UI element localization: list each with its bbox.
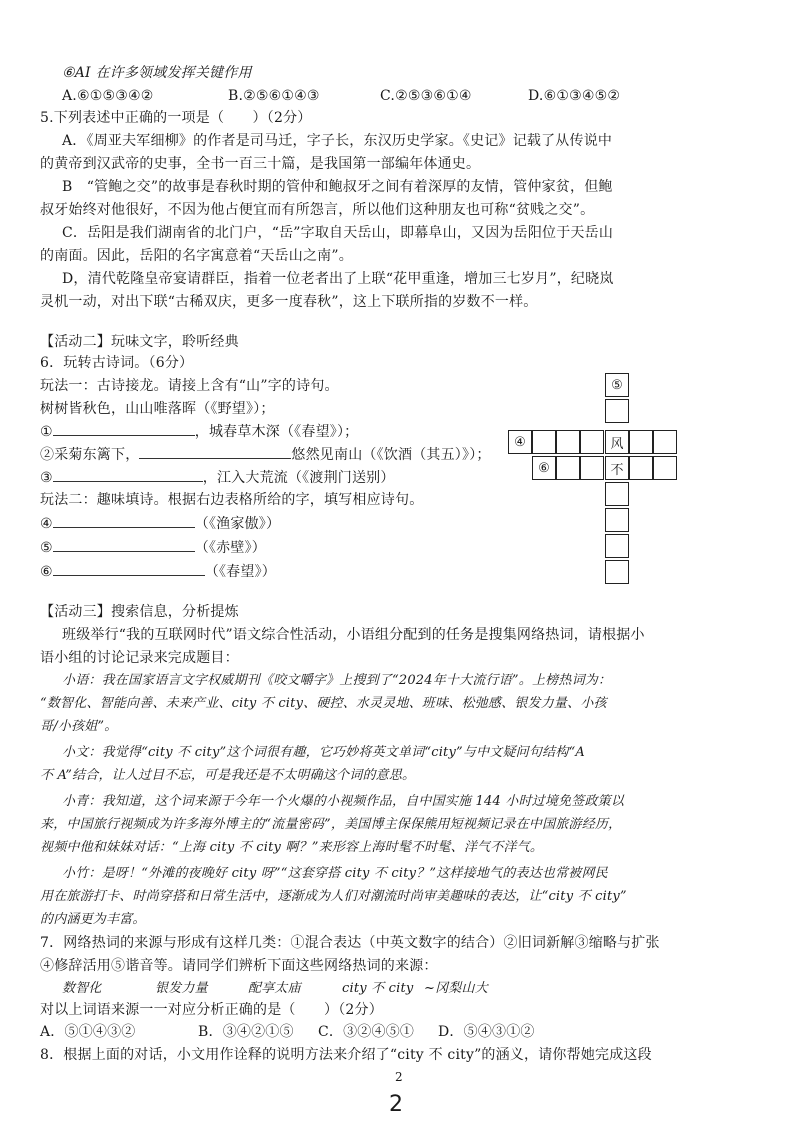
q7-stem-1: 7．网络热词的来源与形成有这样几类：①混合表达（中英文数字的结合）②旧词新解③缩略与扩张 <box>40 935 660 951</box>
item-6-ai: ⑥AI 在许多领域发挥关键作用 <box>62 65 252 81</box>
q7-option-b: B．③④②①⑤ <box>198 1024 294 1040</box>
fill-line-6: ⑥ （《春望》） <box>40 561 276 582</box>
q5-a-line2: 的黄帝到汉武帝的史事，全书一百三十篇，是我国第一部编年体通史。 <box>40 156 481 172</box>
play1-line2: ②采菊东篱下， 悠然见南山（《饮酒（其五）》）； <box>40 444 491 465</box>
grid-cell-bu: 不 <box>605 456 629 480</box>
xiaoyu-line3: 哥/小孩姐”。 <box>40 719 118 734</box>
grid-cell[interactable] <box>556 456 580 480</box>
play1-example: 树树皆秋色，山山唯落晖（《野望》）； <box>40 401 275 417</box>
q7-option-c: C．③②④⑤① <box>318 1024 415 1040</box>
grid-cell[interactable] <box>605 482 629 506</box>
option-d: D.⑥①③④⑤② <box>528 88 621 104</box>
q7-word-3: 配享太庙 <box>248 981 301 996</box>
page-number-small: 2 <box>395 1070 403 1084</box>
grid-cell-4-label: ④ <box>508 430 532 454</box>
answer-blank-5[interactable] <box>53 537 195 552</box>
answer-blank-1[interactable] <box>53 421 195 436</box>
xiaoyu-line2: “数智化、智能向善、未来产业、city 不 city、硬控、水灵灵地、班味、松弛感、银发力量、小孩 <box>40 696 607 711</box>
activity3-title: 【活动三】搜索信息，分析提炼 <box>40 604 239 620</box>
q8-stem: 8．根据上面的对话，小文用作诠释的说明方法来介绍了“city 不 city”的涵义，请你帮她完成这段 <box>40 1047 652 1063</box>
play2-rule: 玩法二：趣味填诗。根据右边表格所给的字，填写相应诗句。 <box>40 492 424 508</box>
fill-line-5: ⑤ （《赤壁》） <box>40 537 266 558</box>
xiaoqing-line1: 小青：我知道，这个词来源于今年一个火爆的小视频作品，自中国实施 144 小时过境免签政策以 <box>62 794 625 809</box>
fill-line-4: ④ （《渔家傲》） <box>40 513 280 534</box>
grid-cell[interactable] <box>580 456 604 480</box>
q5-c-line2: 的南面。因此，岳阳的名字寓意着“天岳山之南”。 <box>40 248 353 264</box>
q7-stem-2: ④修辞活用⑤谐音等。请同学们辨析下面这些网络热词的来源： <box>40 958 438 974</box>
play1-line1: ① ，城春草木深（《春望》）； <box>40 421 358 442</box>
xiaoqing-line2: 来，中国旅行视频成为许多海外博主的“流量密码”，美国博主保保熊用短视频记录在中国旅游经历， <box>40 817 622 832</box>
page-number-large: 2 <box>389 1092 403 1117</box>
grid-cell[interactable] <box>653 430 677 454</box>
q7-word-1: 数智化 <box>62 981 102 996</box>
option-b: B.②⑤⑥①④③ <box>228 88 320 104</box>
grid-cell[interactable] <box>653 456 677 480</box>
answer-blank-4[interactable] <box>53 513 195 528</box>
grid-cell-5-label: ⑤ <box>605 373 629 397</box>
answer-blank-2[interactable] <box>139 444 291 459</box>
q7-option-d: D．⑤④③①② <box>438 1024 535 1040</box>
line3-number: ③ <box>40 470 53 486</box>
grid-cell[interactable] <box>532 430 556 454</box>
q7-word-4: city 不 city <box>342 981 414 996</box>
q7-option-a: A．⑤①④③② <box>40 1024 136 1040</box>
q5-stem: 5.下列表述中正确的一项是（ ）（2分） <box>40 110 312 126</box>
activity3-intro-2: 语小组的讨论记录来完成题目： <box>40 650 239 666</box>
grid-cell-feng: 风 <box>605 430 629 454</box>
xiaozhu-line3: 的内涵更为丰富。 <box>40 912 146 927</box>
grid-cell[interactable] <box>605 399 629 423</box>
q7-ask: 对以上词语来源一一对应分析正确的是（ ）（2分） <box>40 1002 383 1018</box>
play1-rule: 玩法一：古诗接龙。请接上含有“山”字的诗句。 <box>40 378 339 394</box>
option-c: C.②⑤③⑥①④ <box>380 88 472 104</box>
q6-stem: 6．玩转古诗词。（6分） <box>40 355 194 371</box>
q5-d-line1: D，清代乾隆皇帝宴请群臣，指着一位老者出了上联“花甲重逢，增加三七岁月”，纪晓岚 <box>62 271 614 287</box>
grid-cell-6-label: ⑥ <box>532 456 556 480</box>
grid-cell[interactable] <box>629 456 653 480</box>
q5-c-line1: C．岳阳是我们湖南省的北门户，“岳”字取自天岳山，即幕阜山，又因为岳阳位于天岳山 <box>62 225 614 241</box>
grid-cell[interactable] <box>556 430 580 454</box>
q5-b-line2: 叔牙始终对他很好，不因为他占便宜而有所怨言，所以他们这种朋友也可称“贫贱之交”。 <box>40 202 595 218</box>
answer-blank-3[interactable] <box>53 467 203 482</box>
xiaozhu-line1: 小竹：是呀！“外滩的夜晚好 city 呀”“这套穿搭 city 不 city？”这样接地气的表达也常被网民 <box>62 866 608 881</box>
xiaowen-line2: 不 A”结合，让人过目不忘，可是我还是不太明确这个词的意思。 <box>40 768 416 783</box>
q5-b-line1: B “管鲍之交”的故事是春秋时期的管仲和鲍叔牙之间有着深厚的友情，管仲家贫，但鲍 <box>62 179 613 195</box>
grid-cell[interactable] <box>605 560 629 584</box>
activity2-title: 【活动二】玩味文字，聆听经典 <box>40 334 239 350</box>
q5-a-line1: A．《周亚夫军细柳》的作者是司马迁，字子长，东汉历史学家。《史记》记载了从传说中 <box>62 133 613 149</box>
grid-cell[interactable] <box>629 430 653 454</box>
q5-d-line2: 灵机一动，对出下联“古稀双庆，更多一度春秋”，这上下联所指的岁数不一样。 <box>40 294 538 310</box>
xiaoyu-line1: 小语：我在国家语言文字权威期刊《咬文嚼字》上搜到了“2024年十大流行语”。上榜热词为： <box>62 673 612 688</box>
answer-blank-6[interactable] <box>53 561 205 576</box>
xiaozhu-line2: 用在旅游打卡、时尚穿搭和日常生活中，逐渐成为人们对潮流时尚审美趣味的表达，让“city 不 city” <box>40 889 627 904</box>
line1-number: ① <box>40 424 53 440</box>
q7-word-2: 银发力量 <box>155 981 208 996</box>
play1-line3: ③ ，江入大荒流（《渡荆门送别） <box>40 467 395 488</box>
grid-cell[interactable] <box>580 430 604 454</box>
option-a: A.⑥①⑤③④② <box>62 88 154 104</box>
activity3-intro-1: 班级举行“我的互联网时代”语文综合性活动，小语组分配到的任务是搜集网络热词，请根据小 <box>62 627 645 643</box>
q7-word-5: ~冈梨山大 <box>424 981 488 996</box>
grid-cell[interactable] <box>605 508 629 532</box>
grid-cell[interactable] <box>605 534 629 558</box>
xiaoqing-line3: 视频中他和妹妹对话：“上海 city 不 city 啊？”来形容上海时髦不时髦、洋气不洋气。 <box>40 840 544 855</box>
xiaowen-line1: 小文：我觉得“city 不 city”这个词很有趣，它巧妙将英文单词“city”与中文疑问句结构“A <box>62 745 585 760</box>
